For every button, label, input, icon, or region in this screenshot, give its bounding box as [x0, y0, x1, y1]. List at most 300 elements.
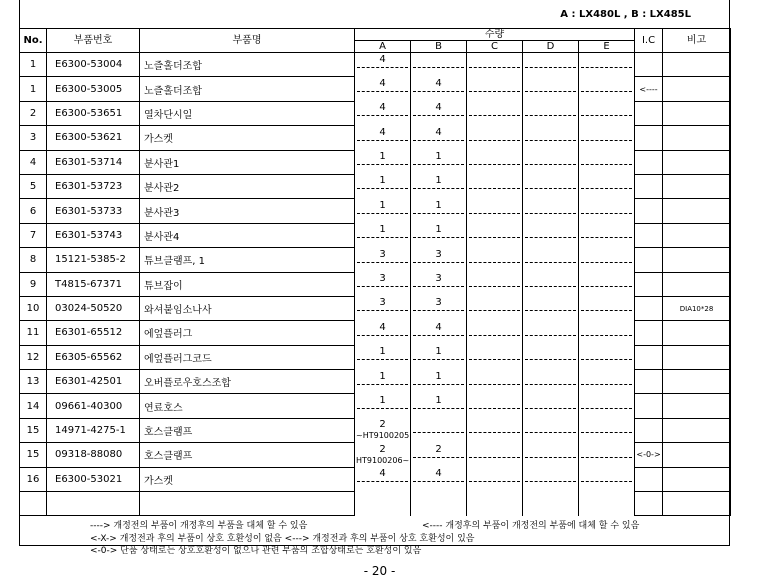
remark	[663, 199, 731, 223]
remark	[663, 223, 731, 247]
dashed-underline	[525, 335, 576, 336]
qty-a-value: 4	[379, 77, 386, 89]
qty-e-cell	[579, 101, 635, 125]
dashed-underline	[525, 408, 576, 409]
dashed-underline	[469, 457, 520, 458]
qty-d-cell	[523, 53, 579, 77]
empty-cell	[467, 492, 523, 516]
dashed-underline	[413, 432, 464, 433]
dashed-underline	[469, 310, 520, 311]
qty-d-cell	[523, 418, 579, 442]
remark	[663, 174, 731, 198]
table-row	[20, 223, 731, 247]
table-row	[20, 394, 731, 418]
qty-e-cell	[579, 174, 635, 198]
dashed-underline	[357, 408, 408, 409]
row-number: 7	[20, 223, 47, 247]
empty-cell	[635, 492, 663, 516]
part-name: 분사관1	[140, 150, 355, 174]
qty-b-cell	[411, 394, 467, 418]
qty-d-cell	[523, 199, 579, 223]
remark	[663, 101, 731, 125]
dashed-underline	[581, 262, 632, 263]
part-number: E6301-42501	[47, 370, 140, 394]
empty-cell	[140, 492, 355, 516]
interchangeability-code	[635, 126, 663, 150]
dashed-underline	[357, 481, 408, 482]
dashed-underline	[413, 408, 464, 409]
part-number: E6301-53743	[47, 223, 140, 247]
table-row	[20, 199, 731, 223]
dashed-underline	[469, 335, 520, 336]
qty-a-value: 4	[379, 54, 386, 65]
row-number: 11	[20, 321, 47, 345]
col-header-qty-d: D	[523, 41, 579, 53]
dashed-underline	[357, 384, 408, 385]
qty-b-value: 3	[435, 273, 442, 285]
qty-c-cell	[467, 443, 523, 467]
qty-a-value: 1	[379, 175, 386, 187]
qty-e-cell	[579, 443, 635, 467]
interchangeability-code	[635, 248, 663, 272]
model-legend: A : LX480L , B : LX485L	[560, 9, 691, 20]
qty-b-cell	[411, 248, 467, 272]
empty-cell	[411, 492, 467, 516]
qty-b-value: 1	[435, 394, 442, 406]
qty-b-cell	[411, 223, 467, 247]
dashed-underline	[581, 481, 632, 482]
interchangeability-code	[635, 467, 663, 491]
part-name: 노즐홀더조합	[140, 53, 355, 77]
qty-c-cell	[467, 321, 523, 345]
qty-d-cell	[523, 394, 579, 418]
qty-c-cell	[467, 174, 523, 198]
qty-b-cell	[411, 418, 467, 442]
qty-a-value: 2	[379, 443, 386, 455]
table-row	[20, 272, 731, 296]
dashed-underline	[413, 67, 464, 68]
qty-a-value: 1	[379, 151, 386, 163]
row-number: 4	[20, 150, 47, 174]
empty-cell	[20, 492, 47, 516]
part-name: 연료호스	[140, 394, 355, 418]
qty-d-cell	[523, 150, 579, 174]
dashed-underline	[525, 359, 576, 360]
qty-e-cell	[579, 321, 635, 345]
col-header-qty-b: B	[411, 41, 467, 53]
dashed-underline	[581, 213, 632, 214]
dashed-underline	[469, 481, 520, 482]
dashed-underline	[525, 262, 576, 263]
dashed-underline	[357, 237, 408, 238]
qty-b-cell	[411, 345, 467, 369]
dashed-underline	[525, 286, 576, 287]
qty-a-cell	[355, 150, 411, 174]
qty-e-cell	[579, 370, 635, 394]
table-row	[20, 174, 731, 198]
qty-e-cell	[579, 53, 635, 77]
qty-c-cell	[467, 223, 523, 247]
table-row	[20, 77, 731, 101]
row-number: 16	[20, 467, 47, 491]
dashed-underline	[469, 359, 520, 360]
qty-b-value: 2	[435, 443, 442, 455]
qty-a-cell	[355, 345, 411, 369]
remark	[663, 418, 731, 442]
interchangeability-code	[635, 345, 663, 369]
remark	[663, 272, 731, 296]
dashed-underline	[469, 67, 520, 68]
part-number: 03024-50520	[47, 296, 140, 320]
empty-cell	[579, 492, 635, 516]
qty-e-cell	[579, 150, 635, 174]
qty-a-cell	[355, 467, 411, 491]
part-number: E6300-53621	[47, 126, 140, 150]
col-header-quantity: 수량	[355, 29, 635, 41]
page-number: - 20 -	[363, 564, 396, 578]
qty-d-cell	[523, 272, 579, 296]
qty-a-cell	[355, 296, 411, 320]
part-number: 15121-5385-2	[47, 248, 140, 272]
dashed-underline	[525, 237, 576, 238]
qty-d-cell	[523, 77, 579, 101]
qty-b-cell	[411, 272, 467, 296]
interchangeability-code	[635, 394, 663, 418]
qty-a-cell	[355, 101, 411, 125]
dashed-underline	[357, 115, 408, 116]
remark	[663, 150, 731, 174]
qty-b-cell	[411, 150, 467, 174]
qty-b-value: 3	[435, 297, 442, 309]
dashed-underline	[581, 91, 632, 92]
table-row	[20, 126, 731, 150]
qty-d-cell	[523, 321, 579, 345]
parts-table	[19, 28, 731, 516]
dashed-underline	[525, 457, 576, 458]
dashed-underline	[525, 481, 576, 482]
qty-e-cell	[579, 418, 635, 442]
dashed-underline	[469, 213, 520, 214]
part-number: E6301-65512	[47, 321, 140, 345]
dashed-underline	[581, 164, 632, 165]
qty-e-cell	[579, 77, 635, 101]
qty-c-cell	[467, 370, 523, 394]
interchangeability-code	[635, 223, 663, 247]
qty-a-value: 3	[379, 297, 386, 309]
qty-b-value: 4	[435, 321, 442, 333]
qty-a-value: 4	[379, 126, 386, 138]
interchangeability-code	[635, 370, 663, 394]
table-row	[20, 418, 731, 442]
table-row	[20, 467, 731, 491]
qty-d-cell	[523, 223, 579, 247]
dashed-underline	[469, 286, 520, 287]
qty-c-cell	[467, 77, 523, 101]
remark	[663, 126, 731, 150]
dashed-underline	[413, 481, 464, 482]
serial-range-note: HT9100206~	[356, 455, 410, 465]
qty-a-cell	[355, 223, 411, 247]
row-number: 14	[20, 394, 47, 418]
row-number: 9	[20, 272, 47, 296]
qty-b-cell	[411, 321, 467, 345]
qty-a-cell	[355, 126, 411, 150]
row-number: 3	[20, 126, 47, 150]
dashed-underline	[581, 140, 632, 141]
interchangeability-code: <----	[635, 77, 663, 101]
dashed-underline	[357, 140, 408, 141]
dashed-underline	[413, 91, 464, 92]
dashed-underline	[581, 286, 632, 287]
qty-b-cell	[411, 467, 467, 491]
qty-b-value: 4	[435, 102, 442, 114]
qty-b-value: 1	[435, 151, 442, 163]
remark	[663, 345, 731, 369]
table-row	[20, 248, 731, 272]
qty-d-cell	[523, 370, 579, 394]
row-number: 15	[20, 443, 47, 467]
part-name: 와셔붙임소나사	[140, 296, 355, 320]
dashed-underline	[413, 335, 464, 336]
qty-e-cell	[579, 199, 635, 223]
dashed-underline	[413, 140, 464, 141]
part-name: 튜브클램프, 1	[140, 248, 355, 272]
part-name: 노즐홀더조합	[140, 77, 355, 101]
part-number: 14971-4275-1	[47, 418, 140, 442]
table-row	[20, 345, 731, 369]
interchangeability-code	[635, 101, 663, 125]
qty-e-cell	[579, 296, 635, 320]
empty-cell	[355, 492, 411, 516]
serial-range-note: ~HT9100205	[356, 431, 410, 441]
qty-c-cell	[467, 418, 523, 442]
qty-a-cell	[355, 199, 411, 223]
row-number: 6	[20, 199, 47, 223]
qty-a-cell	[355, 443, 411, 467]
table-row	[20, 370, 731, 394]
qty-b-cell	[411, 199, 467, 223]
part-number: E6301-53714	[47, 150, 140, 174]
dashed-underline	[469, 432, 520, 433]
remark	[663, 394, 731, 418]
legend-line-2: <-X-> 개정전과 후의 부품이 상호 호환성이 없음 <---> 개정전과 후의 부품이 상호 호환성이 있음	[90, 533, 475, 544]
interchangeability-code	[635, 272, 663, 296]
dashed-underline	[525, 384, 576, 385]
col-header-part-name: 부품명	[140, 29, 355, 53]
qty-a-value: 4	[379, 102, 386, 114]
qty-b-cell	[411, 370, 467, 394]
dashed-underline	[525, 164, 576, 165]
qty-a-cell	[355, 248, 411, 272]
qty-a-value: 3	[379, 248, 386, 260]
row-number: 5	[20, 174, 47, 198]
qty-c-cell	[467, 101, 523, 125]
qty-b-value: 1	[435, 346, 442, 358]
dashed-underline	[469, 164, 520, 165]
qty-d-cell	[523, 126, 579, 150]
dashed-underline	[581, 408, 632, 409]
dashed-underline	[581, 188, 632, 189]
dashed-underline	[581, 359, 632, 360]
dashed-underline	[413, 188, 464, 189]
dashed-underline	[413, 286, 464, 287]
qty-b-cell	[411, 296, 467, 320]
table-row	[20, 53, 731, 77]
qty-c-cell	[467, 53, 523, 77]
interchangeability-legend	[90, 520, 639, 558]
col-header-ic: I.C	[635, 29, 663, 53]
qty-c-cell	[467, 126, 523, 150]
part-name: 에엎플러그	[140, 321, 355, 345]
dashed-underline	[357, 262, 408, 263]
dashed-underline	[469, 237, 520, 238]
part-name: 분사관4	[140, 223, 355, 247]
col-header-qty-a: A	[355, 41, 411, 53]
qty-b-value: 1	[435, 224, 442, 236]
qty-a-cell	[355, 370, 411, 394]
qty-c-cell	[467, 467, 523, 491]
dashed-underline	[413, 384, 464, 385]
header-row-1	[20, 29, 731, 41]
qty-a-value: 4	[379, 321, 386, 333]
row-number: 1	[20, 53, 47, 77]
qty-e-cell	[579, 272, 635, 296]
part-number: E6300-53651	[47, 101, 140, 125]
legend-line-3: <-0-> 단품 상태로는 상호호환성이 없으나 관련 부품의 조합상태로는 호환성이 있음	[90, 546, 422, 556]
table-row	[20, 296, 731, 320]
remark	[663, 443, 731, 467]
qty-a-value: 4	[379, 468, 386, 480]
part-number: E6305-65562	[47, 345, 140, 369]
qty-a-cell	[355, 53, 411, 77]
interchangeability-code	[635, 174, 663, 198]
qty-d-cell	[523, 174, 579, 198]
row-number: 13	[20, 370, 47, 394]
dashed-underline	[469, 262, 520, 263]
qty-a-value: 1	[379, 346, 386, 358]
row-number: 1	[20, 77, 47, 101]
part-number: T4815-67371	[47, 272, 140, 296]
interchangeability-code	[635, 53, 663, 77]
qty-d-cell	[523, 248, 579, 272]
qty-c-cell	[467, 272, 523, 296]
dashed-underline	[525, 91, 576, 92]
col-header-part-number: 부품번호	[47, 29, 140, 53]
qty-a-value: 1	[379, 224, 386, 236]
qty-c-cell	[467, 199, 523, 223]
dashed-underline	[581, 457, 632, 458]
dashed-underline	[413, 457, 464, 458]
remark: DIA10*28	[663, 296, 731, 320]
table-row	[20, 321, 731, 345]
part-name: 호스클램프	[140, 418, 355, 442]
row-number: 15	[20, 418, 47, 442]
dashed-underline	[581, 67, 632, 68]
dashed-underline	[357, 213, 408, 214]
dashed-underline	[469, 115, 520, 116]
remark	[663, 248, 731, 272]
row-number: 2	[20, 101, 47, 125]
dashed-underline	[525, 188, 576, 189]
part-name: 튜브잡이	[140, 272, 355, 296]
remark	[663, 467, 731, 491]
empty-cell	[47, 492, 140, 516]
col-header-qty-e: E	[579, 41, 635, 53]
qty-c-cell	[467, 150, 523, 174]
dashed-underline	[357, 67, 408, 68]
dashed-underline	[581, 115, 632, 116]
qty-b-cell	[411, 443, 467, 467]
empty-cell	[663, 492, 731, 516]
interchangeability-code	[635, 321, 663, 345]
dashed-underline	[469, 140, 520, 141]
interchangeability-code	[635, 418, 663, 442]
qty-d-cell	[523, 467, 579, 491]
col-header-no: No.	[20, 29, 47, 53]
part-name: 에엎플러그코드	[140, 345, 355, 369]
dashed-underline	[413, 310, 464, 311]
part-name: 호스클램프	[140, 443, 355, 467]
empty-cell	[523, 492, 579, 516]
dashed-underline	[525, 115, 576, 116]
qty-a-cell	[355, 394, 411, 418]
interchangeability-code	[635, 296, 663, 320]
part-name: 열차단시일	[140, 101, 355, 125]
qty-b-value: 1	[435, 175, 442, 187]
qty-a-value: 1	[379, 370, 386, 382]
qty-a-value: 2	[379, 419, 386, 431]
qty-b-value: 4	[435, 126, 442, 138]
dashed-underline	[581, 432, 632, 433]
qty-c-cell	[467, 296, 523, 320]
part-number: E6300-53004	[47, 53, 140, 77]
qty-a-value: 3	[379, 273, 386, 285]
row-number: 12	[20, 345, 47, 369]
dashed-underline	[357, 164, 408, 165]
dashed-underline	[413, 213, 464, 214]
row-number: 8	[20, 248, 47, 272]
qty-b-value: 4	[435, 468, 442, 480]
dashed-underline	[525, 213, 576, 214]
qty-b-cell	[411, 126, 467, 150]
qty-b-value: 3	[435, 248, 442, 260]
qty-b-value: 1	[435, 370, 442, 382]
part-name: 분사관2	[140, 174, 355, 198]
part-number: E6301-53723	[47, 174, 140, 198]
dashed-underline	[413, 164, 464, 165]
qty-e-cell	[579, 467, 635, 491]
dashed-underline	[525, 310, 576, 311]
part-number: 09661-40300	[47, 394, 140, 418]
part-name: 오버플로우호스조합	[140, 370, 355, 394]
dashed-underline	[581, 335, 632, 336]
qty-d-cell	[523, 101, 579, 125]
qty-b-cell	[411, 77, 467, 101]
dashed-underline	[525, 140, 576, 141]
qty-e-cell	[579, 394, 635, 418]
qty-e-cell	[579, 223, 635, 247]
table-row	[20, 443, 731, 467]
qty-c-cell	[467, 248, 523, 272]
qty-b-cell	[411, 53, 467, 77]
remark	[663, 370, 731, 394]
qty-d-cell	[523, 443, 579, 467]
dashed-underline	[469, 188, 520, 189]
dashed-underline	[357, 188, 408, 189]
legend-line-1-left: ----> 개정전의 부품이 개정후의 부품을 대체 할 수 있음	[90, 521, 308, 531]
interchangeability-code	[635, 199, 663, 223]
qty-b-cell	[411, 174, 467, 198]
